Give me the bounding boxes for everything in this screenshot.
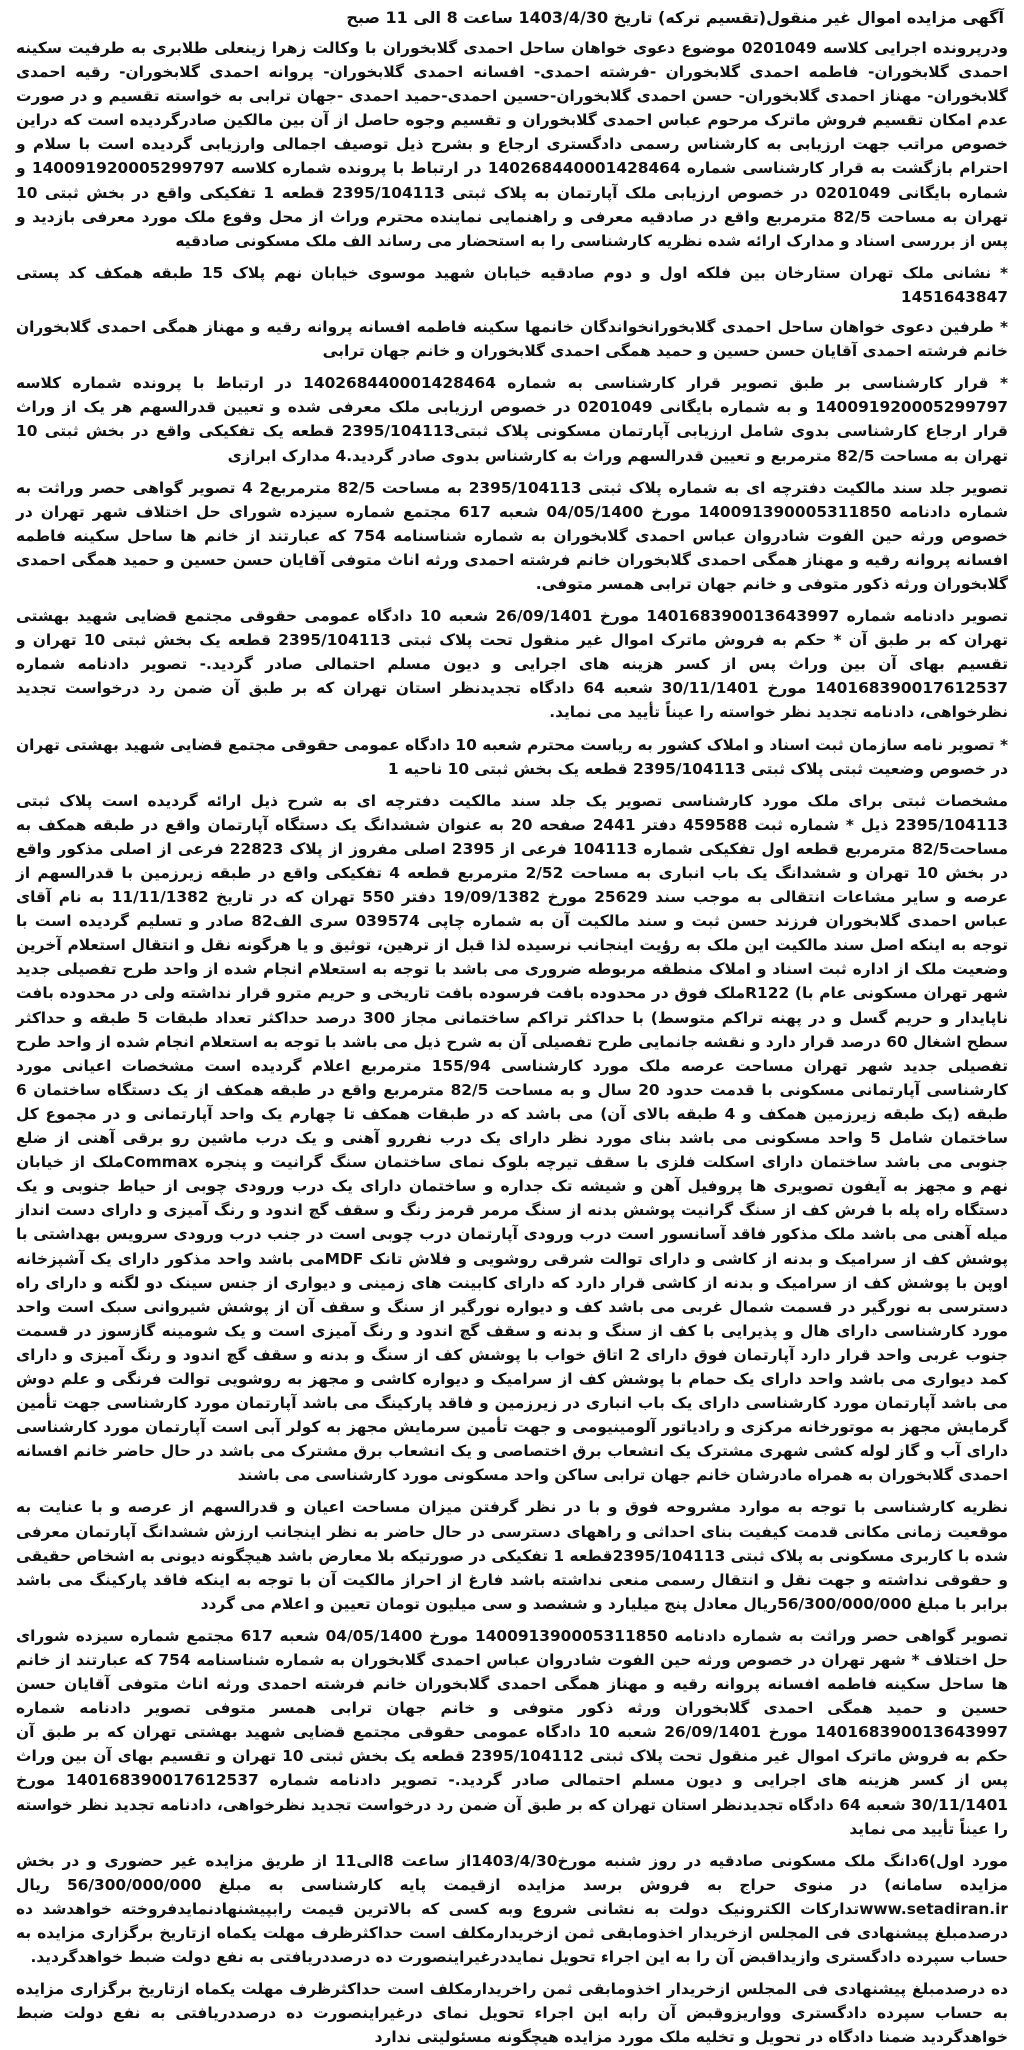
notice-paragraph-address: * نشانی ملک تهران ستارخان بین فلکه اول و دوم صادقیه خیابان شهید موسوی خیابان نهم پلاک 15 طبقه همکف کد پستی 1451643847 [16, 263, 1008, 306]
notice-paragraph-auction-terms: مورد اول)6دانگ ملک مسکونی صادقیه در روز شنبه مورخ1403/4/30از ساعت 8الی11 از طریق مزایده غیر حضوری و در بخش مزایده سامانه) در منوی حراج به فروش برسد مزایده ازقیمت پایه کارشناسی به مبلغ 56/300/000/000 ریال www.setadiran.irتدارکات الکترونیک دولت به نشانی شروع وبه کسی که بالاترین قیمت رابپیشنهادنمایدفروخته خواهدشد ده درصدمبلغ پیشنهادی فی المجلس ازخریدار اخذومابقی ثمن ازخریدارمکلف است حداکثرظرف مهلت یکماه ازتاریخ برگزاری مزایده به حساب سپرده دادگستری وازیداقبض آن را به این اجراء تحویل نمایددرغیراینصورت ده درصددریافتی به نفع دولت ضبط خواهدگردید. [16, 1851, 1008, 1967]
notice-paragraph-deed-and-inheritance: تصویر جلد سند مالکیت دفترچه ای به شماره پلاک ثبتی 2395/104113 به مساحت 82/5 مترمربع2 4 تصویر گواهی حصر وراثت به شماره دادنامه 140091390005311850 مورخ 04/05/1400 شعبه 617 مجتمع شماره سیزده شورای حل اختلاف شهر تهران در خصوص ورثه حین الفوت شادروان عباس احمدی گلابخوران به شماره شناسنامه 754 که عبارتند از خانم ها ساحل سکینه فاطمه افسانه پروانه رقیه و مهناز همگی احمدی گلابخوران خانم فرشته احمدی ورثه اناث متوفی آقایان حسن حسین و حمید همگی احمدی گلابخوران ورثه ذکور متوفی و خانم جهان ترابی همسر متوفی. [16, 478, 1009, 593]
notice-paragraph-expert-order: * قرار کارشناسی بر طبق تصویر قرار کارشناسی به شماره 140268440001428464 در ارتباط با پرونده شماره کلاسه 140091920005299797 و به شماره بایگانی 0201049 در خصوص ارزیابی ملک معرفی شده و تعیین قدرالسهم هر یک از وراث قرار ارجاع کارشناسی بدوی شامل ارزیابی آپارتمان مسکونی پلاک ثبتی2395/104113 قطعه یک تفکیکی واقع در بخش ثبتی 10 تهران به مساحت 82/5 مترمربع و تعیین قدرالسهم وراث به کارشناس بدوی صادر گردید.4 مدارک ابرازی [16, 374, 1008, 465]
notice-paragraph-property-specs: مشخصات ثبتی برای ملک مورد کارشناسی تصویر یک جلد سند مالکیت دفترچه ای به شرح ذیل ارائه گردیده است پلاک ثبتی 2395/104113 ذیل * شماره ثبت 459588 دفتر 2441 صفحه 20 به عنوان ششدانگ یک دستگاه آپارتمان واقع در طبقه همکف به مساحت82/5 مترمربع قطعه اول تفکیکی شماره 104113 فرعی از 2395 اصلی مفروز از پلاک 22823 فرعی از اصلی مذکور واقع در بخش 10 تهران و ششدانگ یک باب انباری به مساحت 2/52 مترمربع قطعه 4 تفکیکی واقع در طبقه زیرزمین با قدرالسهم از عرصه و سایر مشاعات انتقالی به موجب سند 25629 مورخ 19/09/1382 دفتر 550 تهران که در تاریخ 11/11/1382 به نام آقای عباس احمدی گلابخوران فرزند حسن ثبت و سند مالکیت آن به شماره چاپی 039574 سری الف82 صادر و تسلیم گردیده است با توجه به اینکه اصل سند مالکیت این ملک به رؤیت اینجانب نرسیده لذا قبل از ترهین، توثیق و یا هرگونه نقل و انتقال استعلام آخرین وضعیت ملک از اداره ثبت اسناد و املاک منطقه مربوطه ضروری می باشد با توجه به استعلام انجام شده از واحد طرح تفصیلی جدید شهر تهران مسکونی عام با) R122ملک فوق در محدوده بافت فرسوده بافت تاریخی و حریم مترو قرار نداشته ولی در محدوده بافت ناپایدار و حریم گسل و در پهنه تراکم متوسط) با حداکثر تراکم ساختمانی مجاز 300 درصد حداکثر تعداد طبقات 5 طبقه و حداکثر سطح اشغال 60 درصد قرار دارد و نقشه جانمایی طرح تفصیلی آن به شرح ذیل می باشد با توجه به استعلام انجام شده از واحد طرح تفصیلی جدید شهر تهران مساحت عرصه ملک مورد کارشناسی 155/94 مترمربع اعلام گردیده است مشخصات اعیانی مورد کارشناسی آپارتمانی مسکونی با قدمت حدود 20 سال و به مساحت 82/5 مترمربع واقع در طبقه همکف از یک دستگاه ساختمان 6 طبقه (یک طبقه زیرزمین همکف و 4 طبقه بالای آن) می باشد که در طبقات همکف تا چهارم یک واحد آپارتمانی و در مجموع کل ساختمان شامل 5 واحد مسکونی می باشد بنای مورد نظر دارای یک درب نفررو آهنی و یک درب ماشین رو برقی آهنی از ضلع جنوبی می باشد ساختمان دارای اسکلت فلزی با سقف تیرچه بلوک نمای ساختمان سنگ گرانیت و پنجره Commaxملک از خیابان نهم و مجهز به آیفون تصویری ها پروفیل آهن و شیشه تک جداره و ساختمان دارای یک درب ورودی چوبی از حیاط جنوبی و یک دستگاه راه پله با فرش کف از سنگ گرانیت پوشش بدنه از سنگ مرمر قرمز رنگ و سقف گچ اندود و رنگ آمیزی و دارای دست انداز میله آهنی می باشد ملک مذکور فاقد آسانسور است درب ورودی آپارتمان درب چوبی است در جنب درب ورودی سرویس بهداشتی با پوشش کف از سرامیک و بدنه از کاشی و دارای توالت شرقی روشویی و فلاش تانک MDFمی باشد واحد مذکور دارای یک آشپزخانه اوپن با پوشش کف از سرامیک و بدنه از کاشی قرار دارد که دارای کابینت های زمینی و دیواری از جنس سینک دو لگنه و دارای راه دسترسی به نورگیر در قسمت شمال غربی می باشد کف و دیواره نورگیر از سنگ و سقف آن از پوشش شیروانی سبک است واحد مورد کارشناسی دارای هال و پذیرایی با کف از سنگ و بدنه و سقف گچ اندود و رنگ آمیزی است و یک شومینه گازسوز در قسمت جنوب غربی واحد قرار دارد آپارتمان فوق دارای 2 اتاق خواب با پوشش کف از سنگ و بدنه و سقف گچ اندود و رنگ آمیزی و دارای کمد دیواری می باشد واحد دارای یک حمام با پوشش کف از سرامیک و دیواره کاشی و مجهز به روشویی توالت فرنگی و علم دوش می باشد آپارتمان مورد کارشناسی دارای یک باب انباری در زیرزمین و فاقد پارکینگ می باشد آپارتمان مورد کارشناسی جهت تأمین گرمایش مجهز به موتورخانه مرکزی و رادیاتور آلومینیومی و جهت تأمین سرمایش مجهز به کولر آبی است آپارتمان مورد کارشناسی دارای آب و گاز لوله کشی شهری مشترک یک انشعاب برق اختصاصی و یک انشعاب برق مشترک می باشد در حال حاضر خانم افسانه احمدی گلابخوران به همراه مادرشان خانم جهان ترابی ساکن واحد مسکونی مورد کارشناسی می باشند [16, 791, 1009, 1485]
notice-paragraph-case-summary: ودرپرونده اجرایی کلاسه 0201049 موضوع دعوی خواهان ساحل احمدی گلابخوران با وکالت زهرا زینعلی طلابری به طرفیت سکینه احمدی گلابخوران- فاطمه احمدی گلابخوران -فرشته احمدی- افسانه احمدی گلابخوران- پروانه احمدی گلابخوران- رقیه احمدی گلابخوران- مهناز احمدی گلابخوران- حسن احمدی گلابخوران-حسین احمدی-حمید احمدی -جهان ترابی به خواسته تقسیم و در صورت عدم امکان تقسیم فروش ماترک مرحوم عباس احمدی گلابخوران و تقسیم وجوه حاصل از آن بین مالکین صادرگردیده است که دراین خصوص مراتب جهت ارزیابی به کارشناس رسمی دادگستری ارجاع و بشرح ذیل توصیف اجمالی وارزیابی گردیده است با سلام و احترام بازگشت به قرار کارشناسی شماره 140268440001428464 در ارتباط با پرونده شماره کلاسه 140091920005299797 و شماره بایگانی 0201049 در خصوص ارزیابی ملک آپارتمان به پلاک ثبتی 2395/104113 قطعه 1 تفکیکی واقع در بخش ثبتی 10 تهران به مساحت 82/5 مترمربع واقع در صادقیه معرفی و راهنمایی نماینده محترم وراث از محل وقوع ملک مورد معرفی بازدید و پس از بررسی اسناد و مدارک ارائه شده نظریه کارشناسی را به استحضار می رساند الف ملک مسکونی صادقیه [16, 39, 1009, 250]
notice-paragraph-registry-letter: * تصویر نامه سازمان ثبت اسناد و املاک کشور به ریاست محترم شعبه 10 دادگاه عمومی حقوقی مجتمع قضایی شهید بهشتی تهران در خصوص وضعیت ثبتی پلاک ثبتی 2395/104113 قطعه یک بخش ثبتی 10 ناحیه 1 [16, 735, 1008, 778]
notice-paragraph-parties: * طرفین دعوی خواهان ساحل احمدی گلابخورانخواندگان خانمها سکینه فاطمه افسانه پروانه رقیه و مهناز همگی احمدی گلابخوران خانم فرشته احمدی آقایان حسن حسین و حمید همگی احمدی گلابخوران و خانم جهان ترابی [16, 318, 1008, 361]
notice-paragraph-valuation: نظریه کارشناسی با توجه به موارد مشروحه فوق و با در نظر گرفتن میزان مساحت اعیان و قدرالسهم از عرصه و با عنایت به موقعیت زمانی مکانی قدمت کیفیت بنای احداثی و راههای دسترسی در حال حاضر به نظر اینجانب ارزش ششدانگ آپارتمان معرفی شده با کاربری مسکونی به پلاک ثبتی 2395/104113قطعه 1 تفکیکی در صورتیکه بلا معارض باشد هیچگونه دیونی به اشخاص حقیقی و حقوقی نداشته و جهت نقل و انتقال رسمی منعی نداشته باشد فارغ از احراز مالکیت آن با توجه به اینکه فاقد پارکینگ می باشد برابر با مبلغ 56/300/000/000ریال معادل پنج میلیارد و ششصد و سی میلیون تومان تعیین و اعلام می گردد [16, 1498, 1009, 1613]
notice-paragraph-court-rulings: تصویر دادنامه شماره 140168390013643997 مورخ 26/09/1401 شعبه 10 دادگاه عمومی حقوقی مجتمع قضایی شهید بهشتی تهران که بر طبق آن * حکم به فروش ماترک اموال غیر منقول تحت پلاک ثبتی 2395/104113 قطعه یک بخش ثبتی 10 تهران و تقسیم بهای آن بین وراث پس از کسر هزینه های اجرایی و دیون مسلم احتمالی صادر گردید.- تصویر دادنامه شماره 140168390017612537 مورخ 30/11/1401 شعبه 64 دادگاه تجدیدنظر استان تهران که بر طبق آن ضمن رد درخواست تجدید نظرخواهی، دادنامه تجدید نظر خواسته را عیناً تأیید می نماید. [16, 607, 1008, 722]
notice-title: آگهی مزایده اموال غیر منقول(تقسیم ترکه) تاریخ 1403/4/30 ساعت 8 الی 11 صبح [346, 8, 1004, 27]
notice-paragraph-inheritance-certificate: تصویر گواهی حصر وراثت به شماره دادنامه 140091390005311850 مورخ 04/05/1400 شعبه 617 مجتمع شماره سیزده شورای حل اختلاف * شهر تهران در خصوص ورثه حین الفوت شادروان عباس احمدی گلابخوران به شماره شناسنامه 754 که عبارتند از خانم ها ساحل سکینه فاطمه افسانه پروانه رقیه و مهناز همگی احمدی گلابخوران خانم فرشته احمدی ورثه اناث متوفی آقایان حسن حسین و حمید همگی احمدی گلابخوران ورثه ذکور متوفی و خانم جهان ترابی همسر متوفی تصویر دادنامه شماره 140168390013643997 مورخ 26/09/1401 شعبه 10 دادگاه عمومی حقوقی مجتمع قضایی شهید بهشتی تهران که بر طبق آن حکم به فروش ماترک اموال غیر منقول تحت پلاک ثبتی 2395/104112 قطعه یک بخش ثبتی 10 تهران و تقسیم بهای آن بین وراث پس از کسر هزینه های اجرایی و دیون مسلم احتمالی صادر گردید.- تصویر دادنامه شماره 140168390017612537 مورخ 30/11/1401 شعبه 64 دادگاه تجدیدنظر استان تهران که بر طبق آن ضمن رد درخواست تجدید نظرخواهی، دادنامه تجدید نظر خواسته را عیناً تأیید می نماید [16, 1626, 1009, 1838]
notice-paragraph-payment-terms: ده درصدمبلغ پیشنهادی فی المجلس ازخریدار اخذومابقی ثمن راخریدارمکلف است حداکثرظرف مهلت یکماه ازتاریخ برگزاری مزایده به حساب سپرده دادگستری وواریزوقبض آن رابه این اجراء تحویل نمای درغیراینصورت ده درصددریافتی به نفع دولت ضبط خواهدگردید ضمنا دادگاه در تحویل و تخلیه ملک مورد مزایده هیچگونه مسئولیتی ندارد [16, 1980, 1008, 2047]
